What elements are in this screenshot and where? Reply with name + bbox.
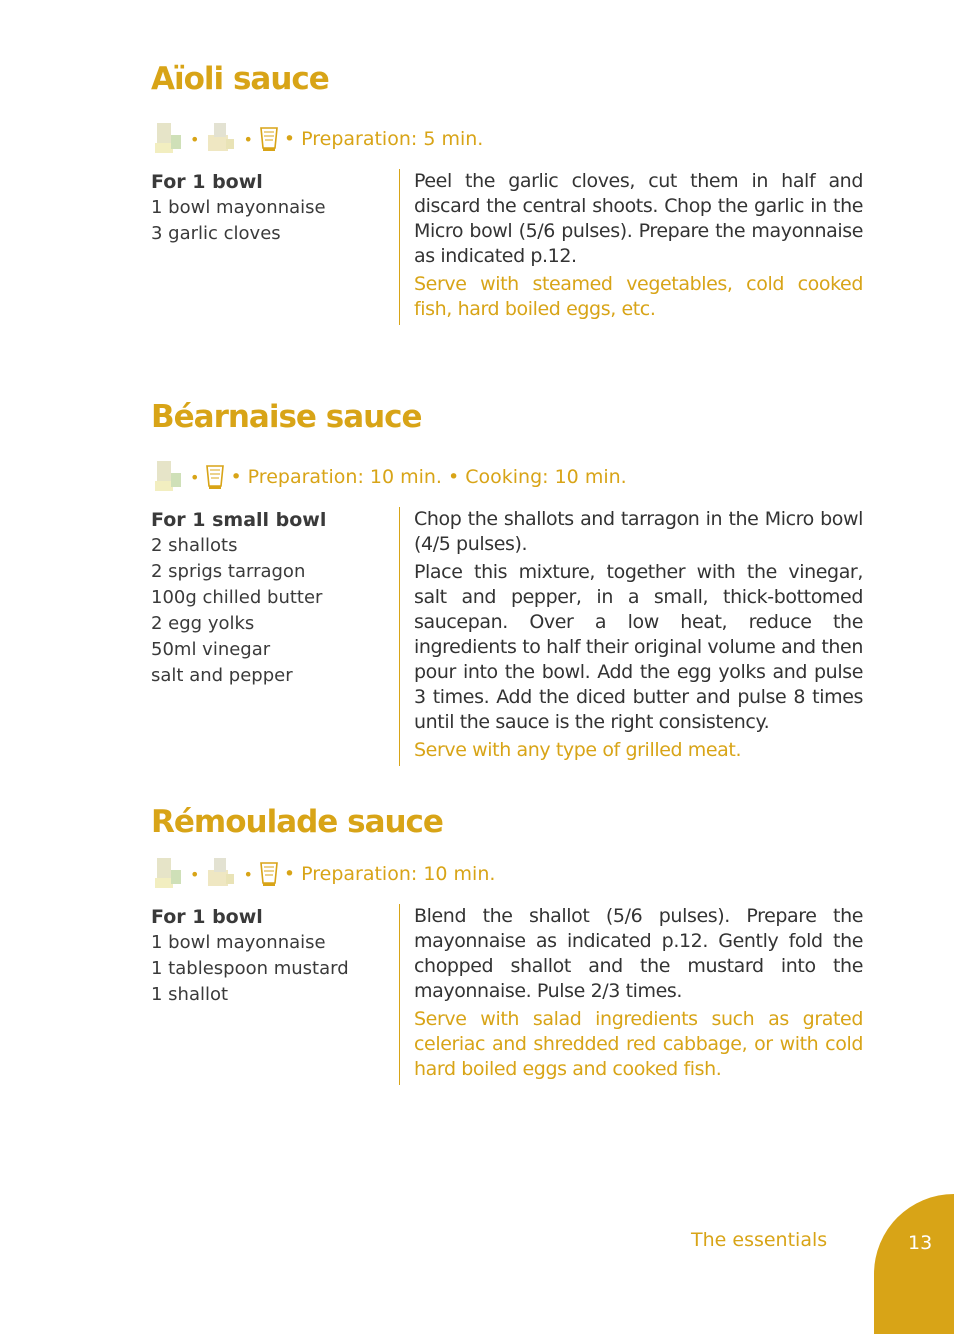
recipe-title: Aïoli sauce <box>151 61 329 97</box>
ingredient: 2 sprigs tarragon <box>151 561 306 582</box>
ingredients-list <box>151 904 399 1085</box>
serving-suggestion: Serve with salad ingredients such as grated celeriac and shredded red cabbage, or with cold hard boiled eggs and cooked fish. <box>414 1008 863 1080</box>
bullet: • <box>243 864 253 884</box>
recipe-bearnaise <box>151 397 863 766</box>
method-text <box>399 507 863 766</box>
serving-suggestion: Serve with any type of grilled meat. <box>414 739 742 761</box>
recipe-body <box>151 507 863 766</box>
page-number: 13 <box>908 1232 933 1254</box>
blender-icon <box>151 856 185 892</box>
bullet: • <box>190 864 200 884</box>
bullet: • <box>190 467 200 487</box>
blender-icon <box>151 459 185 495</box>
ingredients-list <box>151 169 399 325</box>
serving-suggestion: Serve with steamed vegetables, cold cooked fish, hard boiled eggs, etc. <box>414 273 863 320</box>
preparation-time: • Preparation: 5 min. <box>283 128 484 150</box>
ingredient: 3 garlic cloves <box>151 223 281 244</box>
bullet: • <box>190 129 200 149</box>
recipe-title: Béarnaise sauce <box>151 399 422 435</box>
method-step: Place this mixture, together with the vinegar, salt and pepper, in a small, thick-bottomed saucepan. Over a low heat, reduce the ingredients to half their original volume and then pour into the bowl. Add the egg yolks and pulse 3 times. Add the diced butter and pulse 8 times until the sauce is the right consistency. <box>414 561 863 733</box>
method-text <box>399 904 863 1085</box>
ingredient: 100g chilled butter <box>151 587 323 608</box>
method-text <box>399 169 863 325</box>
recipe-aioli <box>151 59 863 325</box>
preparation-time: • Preparation: 10 min. • Cooking: 10 min. <box>230 466 627 488</box>
recipe-title: Rémoulade sauce <box>151 804 443 840</box>
ingredients-list <box>151 507 399 766</box>
ingredient: 1 tablespoon mustard <box>151 958 349 979</box>
bowl-icon <box>258 124 280 154</box>
ingredient: 2 egg yolks <box>151 613 255 634</box>
recipe-body <box>151 904 863 1085</box>
ingredients-heading: For 1 small bowl <box>151 509 327 531</box>
recipe-meta <box>151 457 863 497</box>
ingredients-heading: For 1 bowl <box>151 171 263 193</box>
ingredient: salt and pepper <box>151 665 293 686</box>
ingredient: 2 shallots <box>151 535 238 556</box>
method-step: Blend the shallot (5/6 pulses). Prepare the mayonnaise as indicated p.12. Gently fold the chopped shallot and the mustard into the mayonnaise. Pulse 2/3 times. <box>414 905 863 1002</box>
method-step: Chop the shallots and tarragon in the Micro bowl (4/5 pulses). <box>414 508 863 555</box>
bowl-icon <box>204 462 226 492</box>
recipe-meta <box>151 119 863 159</box>
blender-icon <box>204 856 238 892</box>
bowl-icon <box>258 859 280 889</box>
ingredient: 1 shallot <box>151 984 229 1005</box>
ingredient: 1 bowl mayonnaise <box>151 197 326 218</box>
blender-icon <box>204 121 238 157</box>
ingredients-heading: For 1 bowl <box>151 906 263 928</box>
section-name: The essentials <box>691 1229 828 1251</box>
method-step: Peel the garlic cloves, cut them in half and discard the central shoots. Chop the garlic in the Micro bowl (5/6 pulses). Prepare the mayonnaise as indicated p.12. <box>414 170 863 267</box>
preparation-time: • Preparation: 10 min. <box>283 863 496 885</box>
recipe-meta <box>151 854 863 894</box>
bullet: • <box>243 129 253 149</box>
page-number-tab <box>874 1194 954 1334</box>
recipe-body <box>151 169 863 325</box>
ingredient: 50ml vinegar <box>151 639 271 660</box>
blender-icon <box>151 121 185 157</box>
ingredient: 1 bowl mayonnaise <box>151 932 326 953</box>
recipe-remoulade <box>151 802 863 1085</box>
